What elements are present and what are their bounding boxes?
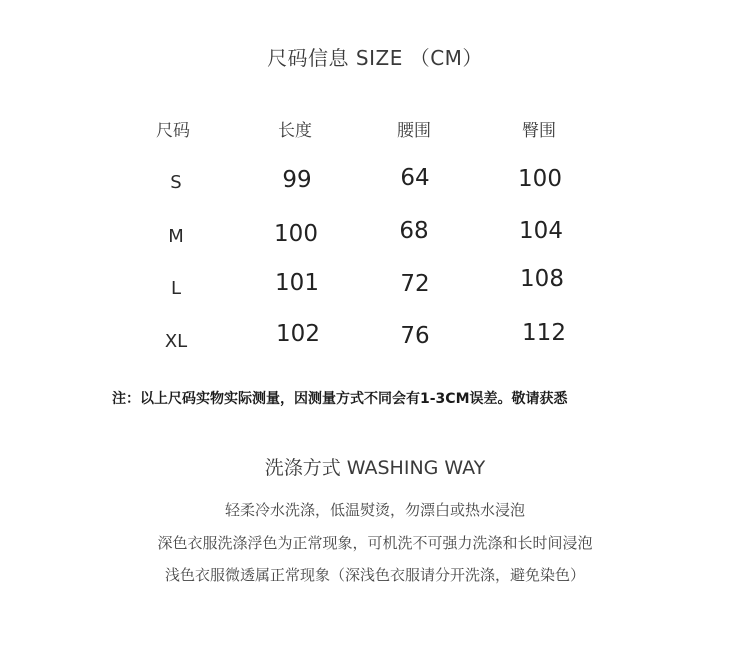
header-waist: 腰围: [397, 121, 431, 141]
row-xl-hip: 112: [522, 320, 566, 346]
washing-line-1: 轻柔冷水洗涤，低温熨烫，勿漂白或热水浸泡: [224, 501, 525, 519]
header-length: 长度: [278, 121, 312, 141]
row-m-size: M: [168, 226, 184, 247]
header-hip: 臀围: [522, 121, 556, 141]
size-info-title: 尺码信息 SIZE （CM）: [267, 46, 483, 70]
measurement-note: 注：以上尺码实物实际测量，因测量方式不同会有1-3CM误差。敬请获悉: [112, 391, 568, 407]
row-l-length: 101: [275, 270, 319, 296]
washing-title: 洗涤方式 WASHING WAY: [264, 457, 486, 479]
row-l-size: L: [170, 278, 182, 299]
row-l-waist: 72: [400, 271, 430, 297]
row-s-size: S: [170, 172, 182, 193]
row-m-length: 100: [274, 221, 318, 247]
row-m-waist: 68: [399, 218, 429, 244]
row-l-hip: 108: [520, 266, 564, 292]
row-xl-size: XL: [164, 331, 188, 352]
row-xl-length: 102: [276, 321, 320, 347]
row-s-waist: 64: [400, 165, 430, 191]
row-xl-waist: 76: [400, 323, 430, 349]
washing-line-3: 浅色衣服微透属正常现象（深浅色衣服请分开洗涤，避免染色）: [164, 566, 585, 584]
row-s-hip: 100: [518, 166, 562, 192]
row-m-hip: 104: [519, 218, 563, 244]
header-size: 尺码: [156, 121, 190, 141]
washing-line-2: 深色衣服洗涤浮色为正常现象，可机洗不可强力洗涤和长时间浸泡: [157, 534, 593, 552]
row-s-length: 99: [282, 167, 312, 193]
